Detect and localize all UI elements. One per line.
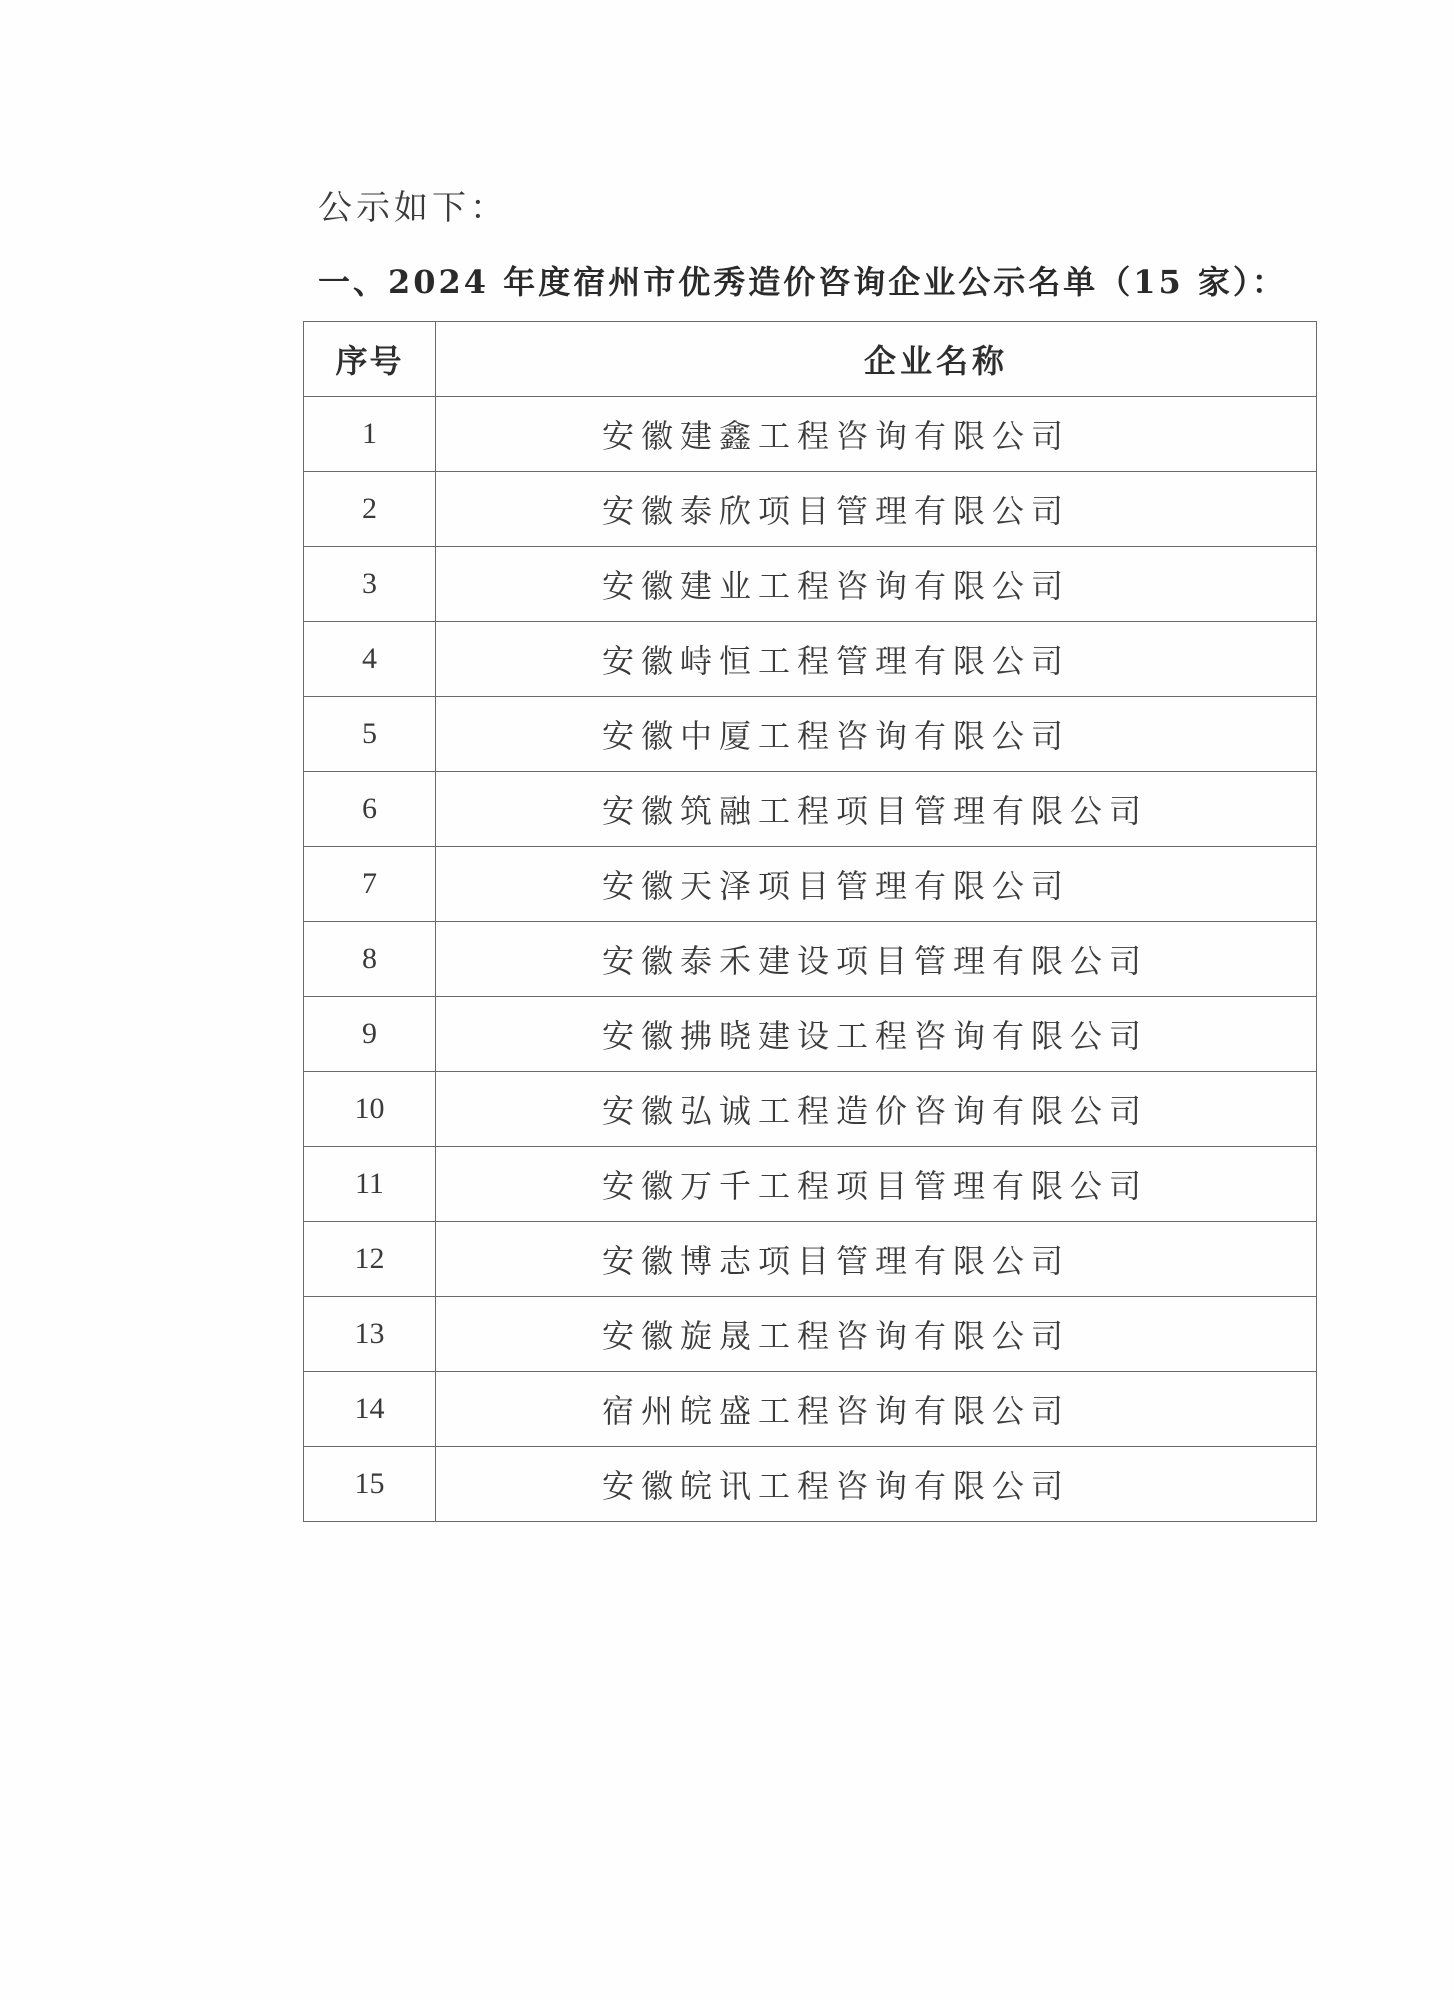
row-number: 11: [304, 1147, 436, 1222]
header-company-name: 企业名称: [436, 322, 1317, 397]
table-row: [304, 1147, 1317, 1222]
company-name: 宿州皖盛工程咨询有限公司: [436, 1372, 1317, 1447]
row-number: 6: [304, 772, 436, 847]
company-name: 安徽博志项目管理有限公司: [436, 1222, 1317, 1297]
company-name: 安徽万千工程项目管理有限公司: [436, 1147, 1317, 1222]
table-row: [304, 772, 1317, 847]
row-number: 15: [304, 1447, 436, 1522]
company-name: 安徽旋晟工程咨询有限公司: [436, 1297, 1317, 1372]
row-number: 13: [304, 1297, 436, 1372]
table-header-row: [304, 322, 1317, 397]
company-name: 安徽中厦工程咨询有限公司: [436, 697, 1317, 772]
company-name: 安徽泰欣项目管理有限公司: [436, 472, 1317, 547]
company-name: 安徽峙恒工程管理有限公司: [436, 622, 1317, 697]
table-row: [304, 397, 1317, 472]
company-name: 安徽泰禾建设项目管理有限公司: [436, 922, 1317, 997]
table-row: [304, 1222, 1317, 1297]
company-name: 安徽弘诚工程造价咨询有限公司: [436, 1072, 1317, 1147]
company-name: 安徽建业工程咨询有限公司: [436, 547, 1317, 622]
company-name: 安徽拂晓建设工程咨询有限公司: [436, 997, 1317, 1072]
row-number: 14: [304, 1372, 436, 1447]
table-row: [304, 1297, 1317, 1372]
table-row: [304, 1072, 1317, 1147]
intro-text: 公示如下：: [318, 188, 508, 228]
table-row: [304, 622, 1317, 697]
company-name: 安徽建鑫工程咨询有限公司: [436, 397, 1317, 472]
table-row: [304, 1447, 1317, 1522]
row-number: 7: [304, 847, 436, 922]
section-heading: 一、2024 年度宿州市优秀造价咨询企业公示名单（15 家）：: [318, 263, 1287, 301]
row-number: 5: [304, 697, 436, 772]
table-row: [304, 472, 1317, 547]
row-number: 12: [304, 1222, 436, 1297]
table-row: [304, 547, 1317, 622]
table-row: [304, 847, 1317, 922]
row-number: 4: [304, 622, 436, 697]
company-name: 安徽天泽项目管理有限公司: [436, 847, 1317, 922]
table-row: [304, 997, 1317, 1072]
row-number: 2: [304, 472, 436, 547]
row-number: 1: [304, 397, 436, 472]
row-number: 9: [304, 997, 436, 1072]
row-number: 8: [304, 922, 436, 997]
header-number: 序号: [304, 322, 436, 397]
table-row: [304, 1372, 1317, 1447]
table-row: [304, 922, 1317, 997]
company-list-table: [303, 321, 1317, 1522]
row-number: 3: [304, 547, 436, 622]
company-name: 安徽筑融工程项目管理有限公司: [436, 772, 1317, 847]
company-name: 安徽皖讯工程咨询有限公司: [436, 1447, 1317, 1522]
row-number: 10: [304, 1072, 436, 1147]
table-row: [304, 697, 1317, 772]
